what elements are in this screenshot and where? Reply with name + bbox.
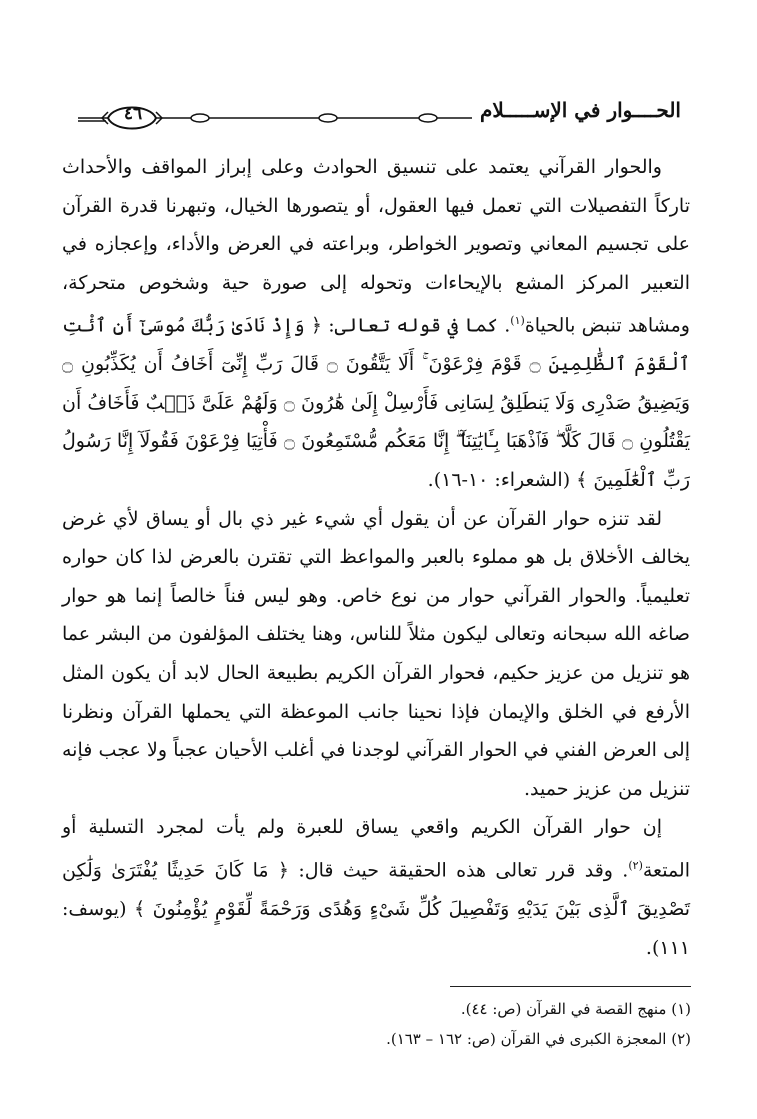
footnote-2: (٢) المعجزة الكبرى في القرآن (ص: ١٦٢ – ١٦٣). [386,1030,691,1048]
paragraph-2-text: لقد تنزه حوار القرآن عن أن يقول أي شيء غير ذي بال أو يساق لأي غرض يخالف الأخلاق بل هو مملوء بالعبر والمواعظ التي تقترن بالعرض لذا كان حواره تعليمياً. والحوار القرآني حوار من نوع خاص. وهو ليس فناً خالصاً إنما هو حوار صاغه الله سبحانه وتعالى ليكون مثلاً للناس، وهنا يختلف المؤلفون من البشر عما هو تنزيل من عزيز حكيم، فحوار القرآن الكريم بطبيعة الحال لابد أن يكون المثل الأرفع في الخلق والإيمان فإذا نحينا جانب الموعظة التي يحملها القرآن ونظرنا إلى العرض الفني في الحوار القرآني لوجدنا في أغلب الأحيان عجباً ولا عجب فإنه تنزيل من عزيز حميد. [62,507,690,800]
paragraph-1-cont: . كما في قوله تعالى: [322,314,511,337]
quran-verse-2: ﴿ مَا كَانَ حَدِيثًا يُفْتَرَىٰ وَلَٰكِن تَصْدِيقَ ٱلَّذِى بَيْنَ يَدَيْهِ وَتَفْصِيلَ كُلِّ شَىْءٍ وَهُدًى وَرَحْمَةً لِّقَوْمٍ يُؤْمِنُونَ ﴾ [62,859,691,920]
paragraph-3 [62,808,690,967]
verse-reference-2: (يوسف: ١١١). [62,897,690,959]
page-header [78,96,681,140]
footnote-divider [450,986,691,987]
verse-reference-1: (الشعراء: ١٠-١٦). [427,469,577,492]
footnote-ref-1: (١) [510,314,525,328]
quran-verse-1: ﴿ وَإِذْ نَادَىٰ رَبُّكَ مُوسَىٰٓ أَنِ ٱئْتِ ٱلْقَوْمَ ٱلظَّٰلِمِينَ ۝ قَوْمَ فِرْعَوْنَ ۚ أَلَا يَتَّقُونَ ۝ قَالَ رَبِّ إِنِّىٓ أَخَافُ أَن يُكَذِّبُونِ ۝ وَيَضِيقُ صَدْرِى وَلَا يَنطَلِقُ لِسَانِى فَأَرْسِلْ إِلَىٰ هَٰرُونَ ۝ وَلَهُمْ عَلَىَّ ذَنۢبٌ فَأَخَافُ أَن يَقْتُلُونِ ۝ قَالَ كَلَّا ۖ فَٱذْهَبَا بِـَٔايَٰتِنَآ ۖ إِنَّا مَعَكُم مُّسْتَمِعُونَ ۝ فَأْتِيَا فِرْعَوْنَ فَقُولَآ إِنَّا رَسُولُ رَبِّ ٱلْعَٰلَمِينَ ﴾ [62,314,690,492]
footnote-1: (١) منهج القصة في القرآن (ص: ٤٤). [460,1000,691,1018]
paragraph-2 [62,500,690,809]
paragraph-3-text: إن حوار القرآن الكريم واقعي يساق للعبرة ولم يأت لمجرد التسلية أو المتعة [62,816,690,882]
running-title: الحــــوار في الإســـــلام [472,98,681,122]
paragraph-1 [62,148,690,500]
paragraph-1-text: والحوار القرآني يعتمد على تنسيق الحوادث وعلى إبراز المواقف والأحداث تاركاً التفصيلات التي تعمل فيها العقول، أو يتصورها الخيال، وتبهرنا قدرة القرآن على تجسيم المعاني وتصوير الخواطر، وبراعته في العرض والأداء، وإعجازه في التعبير المركز المشع بالإيحاءات وتحوله إلى صورة حية وشخوص متحركة، ومشاهد تنبض بالحياة [62,156,690,337]
paragraph-3-cont: . وقد قرر تعالى هذه الحقيقة حيث قال: [289,859,629,882]
footnotes [291,994,691,1054]
main-text [62,148,690,967]
page-number: ٤٦ [123,104,143,124]
footnote-ref-2: (٢) [628,859,643,873]
